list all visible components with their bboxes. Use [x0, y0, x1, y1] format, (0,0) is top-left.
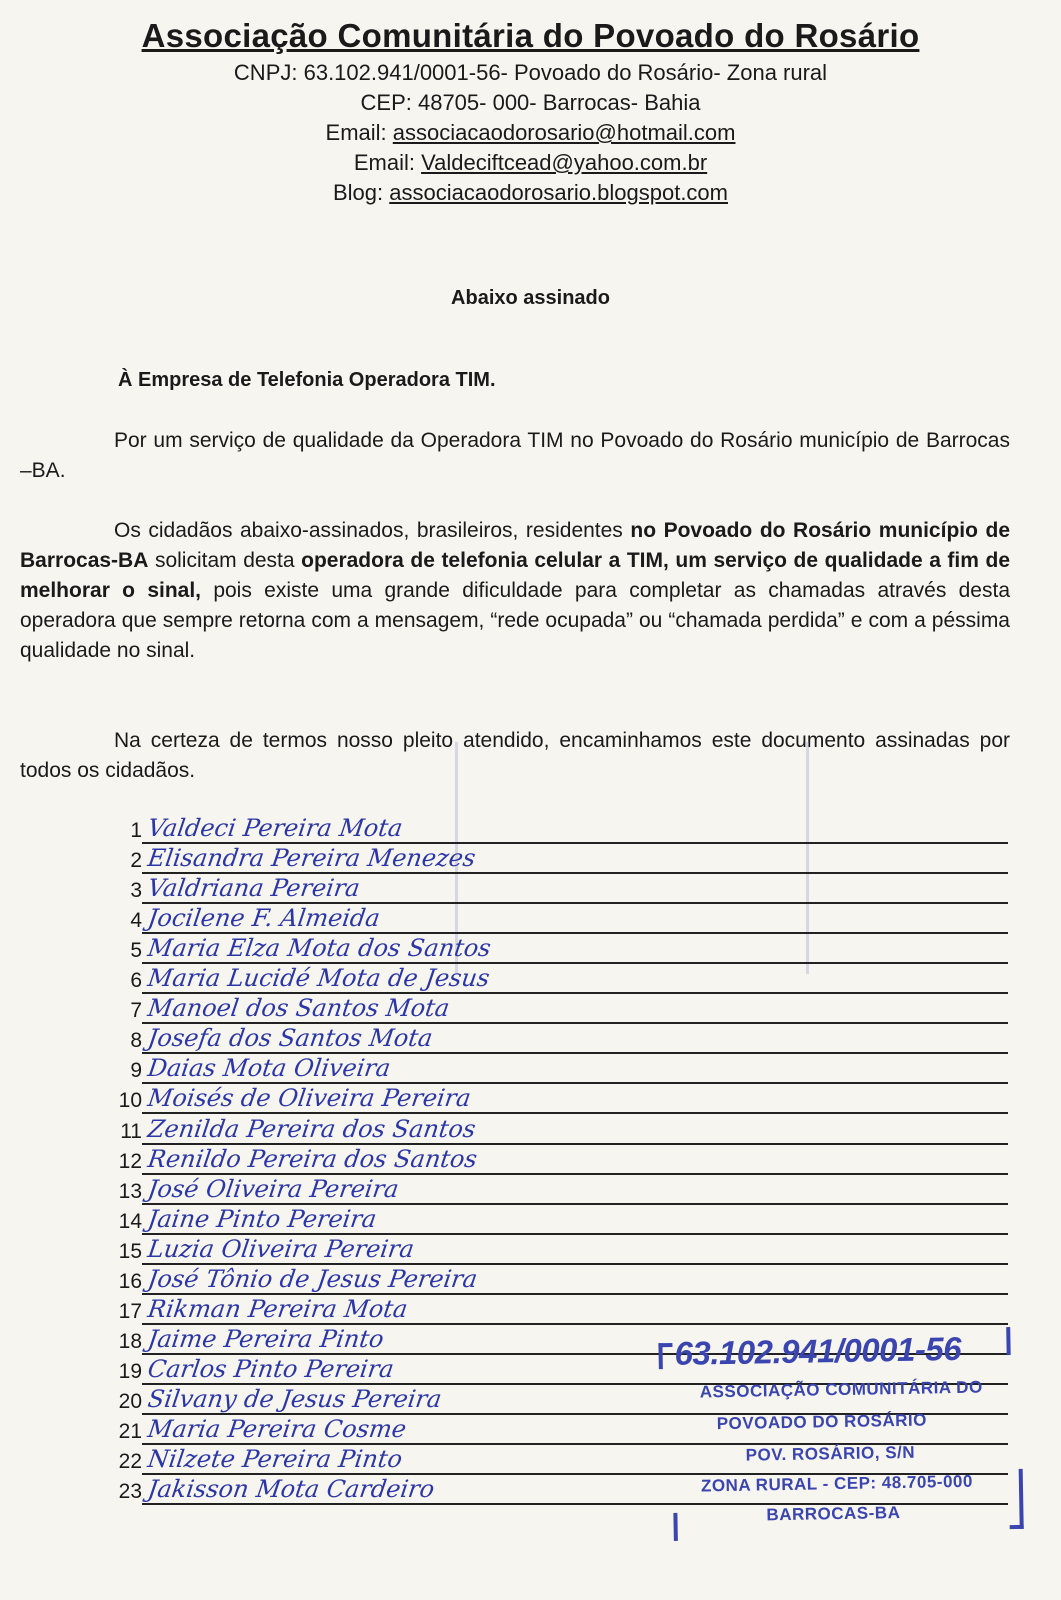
signature-number: 12 — [118, 1150, 142, 1173]
handwritten-signature: Jaine Pinto Pereira — [146, 1205, 379, 1233]
email-label: Email: — [325, 120, 393, 145]
addressee: À Empresa de Telefonia Operadora TIM. — [118, 369, 496, 391]
handwritten-signature: Jaime Pereira Pinto — [146, 1325, 386, 1353]
signature-number: 3 — [130, 879, 142, 902]
signature-row — [112, 934, 1008, 964]
stamp-cnpj: 63.102.941/0001-56 — [674, 1329, 962, 1372]
handwritten-signature: Daias Mota Oliveira — [146, 1054, 393, 1082]
paragraph-2-part: Os cidadãos abaixo-assinados, brasileiros, residentes — [114, 519, 631, 542]
signature-row — [112, 1024, 1008, 1054]
blog-link[interactable]: associacaodorosario.blogspot.com — [389, 180, 728, 205]
stamp-line: BARROCAS-BA — [766, 1502, 901, 1525]
handwritten-signature: Carlos Pinto Pereira — [146, 1355, 396, 1383]
signature-number: 5 — [130, 939, 142, 962]
handwritten-signature: Zenilda Pereira dos Santos — [146, 1115, 478, 1143]
signature-number: 18 — [118, 1330, 142, 1353]
signature-number: 2 — [130, 849, 142, 872]
paragraph-2-bold: operadora de telefonia celular a TIM, um serviço de qualidade a fim de melhorar o sinal, — [20, 549, 1010, 602]
stamp-frame — [658, 1343, 672, 1369]
signature-number: 6 — [130, 969, 142, 992]
handwritten-signature: Valdriana Pereira — [146, 874, 362, 902]
organization-title: Associação Comunitária do Povoado do Rosário — [141, 17, 920, 54]
handwritten-signature: Jakisson Mota Cardeiro — [146, 1475, 437, 1503]
signature-number: 17 — [118, 1300, 142, 1323]
signature-row — [112, 1054, 1008, 1084]
handwritten-signature: Maria Pereira Cosme — [146, 1415, 409, 1443]
handwritten-signature: Valdeci Pereira Mota — [146, 814, 405, 842]
signature-number: 1 — [130, 819, 142, 842]
signature-number: 9 — [130, 1059, 142, 1082]
email-link-2[interactable]: Valdeciftcead@yahoo.com.br — [421, 150, 708, 175]
signature-number: 16 — [118, 1270, 142, 1293]
signature-row — [112, 964, 1008, 994]
signature-number: 22 — [118, 1450, 142, 1473]
paragraph-2 — [20, 516, 1010, 666]
handwritten-signature: Elisandra Pereira Menezes — [146, 844, 478, 872]
signature-row — [112, 1235, 1008, 1265]
cnpj-line: CNPJ: 63.102.941/0001-56- Povoado do Rosário- Zona rural — [233, 60, 828, 85]
paragraph-3-text: Na certeza de termos nosso pleito atendido, encaminhamos este documento assinadas por todos os cidadãos. — [20, 729, 1010, 782]
signature-row — [112, 814, 1008, 844]
signature-number: 7 — [130, 999, 142, 1022]
signature-row — [112, 1175, 1008, 1205]
email-line-1 — [0, 118, 1061, 148]
signature-number: 8 — [130, 1029, 142, 1052]
signature-number: 20 — [118, 1390, 142, 1413]
email-link-1[interactable]: associacaodorosario@hotmail.com — [392, 120, 736, 145]
signature-number: 4 — [130, 909, 142, 932]
paragraph-1 — [20, 426, 1010, 486]
email-line-2 — [0, 148, 1061, 178]
signature-number: 15 — [118, 1240, 142, 1263]
handwritten-signature: Moisés de Oliveira Pereira — [146, 1084, 473, 1112]
handwritten-signature: Rikman Pereira Mota — [146, 1295, 410, 1323]
handwritten-signature: José Tônio de Jesus Pereira — [146, 1265, 480, 1293]
signature-row — [112, 1084, 1008, 1114]
signature-number: 11 — [120, 1120, 142, 1143]
handwritten-signature: Silvany de Jesus Pereira — [146, 1385, 444, 1413]
signature-row — [112, 1265, 1008, 1295]
signature-number: 13 — [118, 1180, 142, 1203]
stamp-line: ZONA RURAL - CEP: 48.705-000 — [700, 1471, 973, 1496]
signature-row — [112, 1145, 1008, 1175]
signature-number: 14 — [118, 1210, 142, 1233]
signature-row — [112, 904, 1008, 934]
handwritten-signature: Josefa dos Santos Mota — [146, 1024, 435, 1052]
signature-row — [112, 874, 1008, 904]
handwritten-signature: José Oliveira Pereira — [146, 1175, 401, 1203]
email-label: Email: — [353, 150, 422, 175]
association-stamp — [650, 1319, 1034, 1546]
signature-row — [112, 1115, 1008, 1145]
handwritten-signature: Jocilene F. Almeida — [146, 904, 382, 932]
signature-number: 21 — [118, 1420, 142, 1443]
letterhead — [0, 14, 1061, 208]
signature-number: 19 — [118, 1360, 142, 1383]
stamp-line: POVOADO DO ROSÁRIO — [716, 1410, 928, 1434]
cep-line: CEP: 48705- 000- Barrocas- Bahia — [360, 90, 701, 115]
stamp-line: POV. ROSÁRIO, S/N — [745, 1442, 916, 1465]
blog-label: Blog: — [332, 180, 390, 205]
document-heading: Abaixo assinado — [451, 287, 610, 309]
handwritten-signature: Manoel dos Santos Mota — [146, 994, 452, 1022]
blog-line — [0, 178, 1061, 208]
handwritten-signature: Luzia Oliveira Pereira — [146, 1235, 416, 1263]
paragraph-2-part: solicitam desta — [148, 549, 302, 572]
signature-row — [112, 844, 1008, 874]
stamp-frame — [998, 1327, 1010, 1355]
paragraph-2-bold: no Povoado do Rosário município de Barrocas-BA — [20, 519, 1010, 572]
paragraph-1-text: Por um serviço de qualidade da Operadora TIM no Povoado do Rosário município de Barrocas –BA. — [20, 429, 1010, 482]
handwritten-signature: Nilzete Pereira Pinto — [146, 1445, 405, 1473]
signature-number: 23 — [118, 1480, 142, 1503]
stamp-line: ASSOCIAÇÃO COMUNITÁRIA DO — [699, 1377, 983, 1402]
handwritten-signature: Maria Lucidé Mota de Jesus — [146, 964, 492, 992]
signature-row — [112, 994, 1008, 1024]
signature-number: 10 — [118, 1089, 142, 1112]
signature-row — [112, 1205, 1008, 1235]
paragraph-2-part: pois existe uma grande dificuldade para completar as chamadas através desta operadora que sempre retorna com a mensagem, “rede ocupada” ou “chamada perdida” e com a péssima qualidade no sinal. — [20, 579, 1010, 662]
handwritten-signature: Maria Elza Mota dos Santos — [146, 934, 493, 962]
handwritten-signature: Renildo Pereira dos Santos — [146, 1145, 479, 1173]
